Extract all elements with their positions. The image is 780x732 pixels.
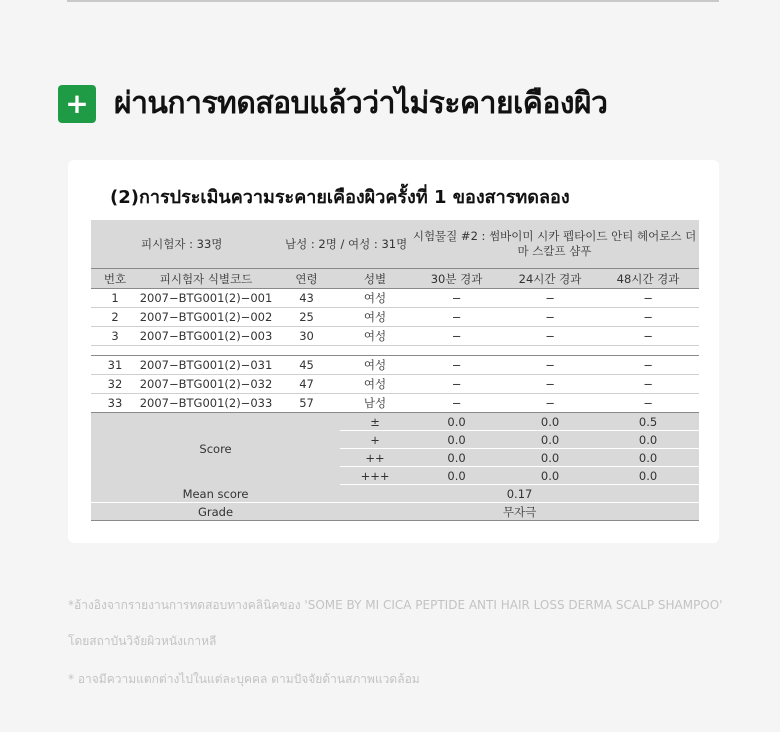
table-cell: − [503,327,597,346]
grade-label: Grade [91,503,340,521]
table-cell: − [597,327,699,346]
table-cell: 여성 [340,356,410,375]
table-cell: 2007−BTG001(2)−001 [139,289,273,308]
score-cell: 0.0 [597,431,699,449]
section-heading-text: ผ่านการทดสอบแล้วว่าไม่ระคายเคืองผิว [114,86,608,121]
top-divider [67,0,719,2]
table-row [91,289,699,308]
footnote-disclaimer: * อาจมีความแตกต่างไปในแต่ละบุคคล ตามปัจจัยด้านสภาพแวดล้อม [68,672,420,686]
table-cell: − [410,327,503,346]
table-row [91,394,699,413]
table-cell: 33 [91,394,139,413]
score-cell: 0.0 [410,413,503,431]
header-cell: 48시간 경과 [597,269,699,289]
score-row [91,413,699,431]
table-cell: 30 [273,327,340,346]
irritation-table [91,220,699,521]
table-cell: − [503,394,597,413]
score-cell: 0.5 [597,413,699,431]
table-cell: − [597,289,699,308]
score-cell: 0.0 [410,467,503,485]
score-grade-cell: ± [340,413,410,431]
table-cell: − [597,308,699,327]
score-grade-cell: + [340,431,410,449]
table-cell: − [410,394,503,413]
score-cell: 0.0 [503,413,597,431]
footnote-reference: *อ้างอิงจากรายงานการทดสอบทางคลินิคของ 'SOME BY MI CICA PEPTIDE ANTI HAIR LOSS DERMA SCALP SHAMPOO' [68,598,723,612]
table-cell: 57 [273,394,340,413]
table-cell: − [503,289,597,308]
table-cell: 2007−BTG001(2)−003 [139,327,273,346]
table-row [91,375,699,394]
table-cell: − [410,308,503,327]
test-material: 시험물질 #2 : 썸바이미 시카 펩타이드 안티 헤어로스 더마 스칼프 샴푸 [410,220,699,269]
score-cell: 0.0 [503,449,597,467]
table-cell: 43 [273,289,340,308]
card-title: (2)การประเมินความระคายเคืองผิวครั้งที่ 1 ของสารทดลอง [110,187,570,208]
table-row [91,308,699,327]
subject-info-row [91,220,699,269]
table-cell: 2007−BTG001(2)−031 [139,356,273,375]
table-header-row [91,269,699,289]
table-cell: 2007−BTG001(2)−033 [139,394,273,413]
mean-score-row [91,485,699,503]
header-cell: 번호 [91,269,139,289]
header-cell: 성별 [340,269,410,289]
header-cell: 24시간 경과 [503,269,597,289]
table-cell: 47 [273,375,340,394]
result-card [68,160,719,543]
table-cell: − [503,356,597,375]
table-cell: − [503,308,597,327]
table-cell: − [597,356,699,375]
gap-cell [91,346,699,356]
header-cell: 연령 [273,269,340,289]
table-cell: 31 [91,356,139,375]
table-cell: 여성 [340,308,410,327]
table-cell: − [410,356,503,375]
table-cell: 2 [91,308,139,327]
grade-row [91,503,699,521]
score-cell: 0.0 [503,431,597,449]
table-cell: 45 [273,356,340,375]
table-cell: − [410,289,503,308]
grade-value: 무자극 [340,503,699,521]
table-cell: 여성 [340,289,410,308]
score-cell: 0.0 [597,449,699,467]
table-cell: 3 [91,327,139,346]
table-cell: − [597,375,699,394]
table-cell: 여성 [340,327,410,346]
mean-score-label: Mean score [91,485,340,503]
table-cell: 남성 [340,394,410,413]
score-cell: 0.0 [410,431,503,449]
score-cell: 0.0 [503,467,597,485]
score-label: Score [91,413,340,485]
table-cell: − [503,375,597,394]
table-cell: 여성 [340,375,410,394]
table-cell: − [597,394,699,413]
subject-count: 피시험자 : 33명 [91,220,340,269]
header-cell: 피시험자 식별코드 [139,269,273,289]
score-grade-cell: ++ [340,449,410,467]
table-row [91,327,699,346]
table-cell: 2007−BTG001(2)−032 [139,375,273,394]
score-cell: 0.0 [597,467,699,485]
table-cell: − [410,375,503,394]
table-cell: 2007−BTG001(2)−002 [139,308,273,327]
score-grade-cell: +++ [340,467,410,485]
mean-score-value: 0.17 [340,485,699,503]
table-row-gap [91,346,699,356]
header-cell: 30분 경과 [410,269,503,289]
table-cell: 1 [91,289,139,308]
table-cell: 25 [273,308,340,327]
gender-count: 남성 : 2명 / 여성 : 31명 [340,220,410,269]
footnote-institute: โดยสถาบันวิจัยผิวหนังเกาหลี [68,634,217,648]
score-cell: 0.0 [410,449,503,467]
plus-icon: + [58,85,96,123]
section-heading [58,80,607,127]
table-cell: 32 [91,375,139,394]
table-row [91,356,699,375]
